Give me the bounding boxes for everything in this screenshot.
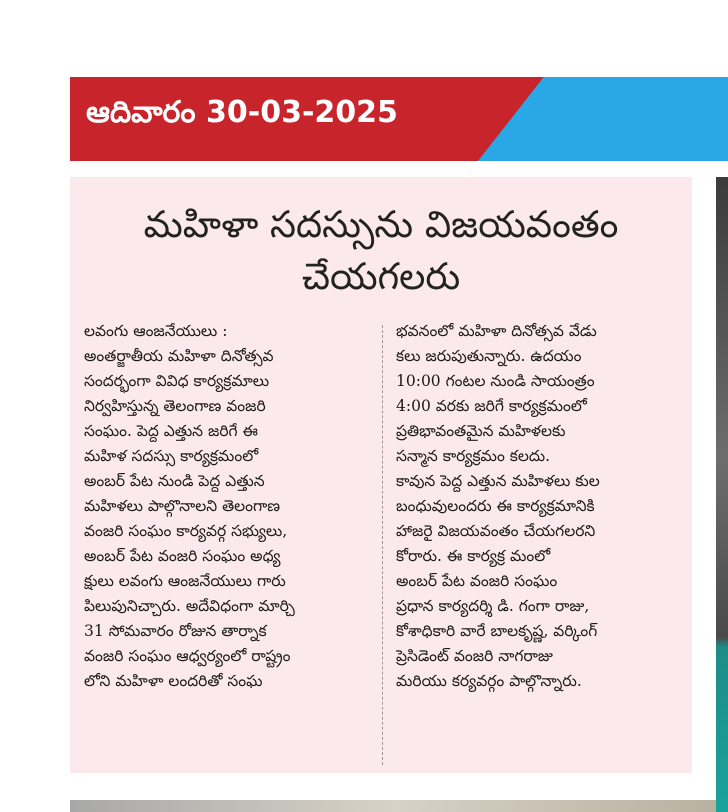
adjacent-article-edge: [70, 800, 716, 812]
article-column-right: భవనంలో మహిళా దినోత్సవ వేడు కలు జరుపుతున్నారు. ఉదయం 10:00 గంటల నుండి సాయంత్రం 4:00 వరకు జరిగే కార్యక్రమంలో ప్రతిభావంతమైన మహిళలకు సన్మాన కార్యక్రమం కలదు. కావున పెద్ద ఎత్తున మహిళలు కుల బంధువులందరు ఈ కార్యక్రమానికి హాజరై విజయవంతం చేయగలరని కోరారు. ఈ కార్యక్ర మంలో అంబర్ పేట వంజరి సంఘం ప్రధాన కార్యదర్శి డి. గంగా రాజు, కోశాధికారి వారే బాలకృష్ణ, వర్కింగ్ ప్రెసిడెంట్ వంజరి నాగరాజు మరియు కర్యవర్గం పాల్గొన్నారు.: [396, 322, 600, 690]
news-article: [70, 177, 692, 773]
date-banner: [70, 77, 728, 161]
publication-date: ఆదివారం 30-03-2025: [86, 95, 398, 130]
adjacent-photo-edge: [716, 177, 728, 812]
article-column-left: లవంగు ఆంజనేయులు : అంతర్జాతీయ మహిళా దినోత్సవ సందర్భంగా వివిధ కార్యక్రమాలు నిర్వహిస్తున్న తెలంగాణ వంజరి సంఘం. పెద్ద ఎత్తున జరిగే ఈ మహిళ సదస్సు కార్యక్రమంలో అంబర్ పేట నుండి పెద్ద ఎత్తున మహిళలు పాల్గొనాలని తెలంగాణ వంజరి సంఘం కార్యవర్గ సభ్యులు, అంబర్ పేట వంజరి సంఘం అధ్య క్షులు లవంగు ఆంజనేయులు గారు పిలుపునిచ్చారు. అదేవిధంగా మార్చి 31 సోమవారం రోజున తార్నాక వంజరి సంఘం ఆధ్వర్యంలో రాష్ట్రం లోని మహిళా లందరితో సంఘ: [84, 322, 295, 690]
article-headline: మహిళా సదస్సును విజయవంతం చేయగలరు: [143, 203, 619, 298]
column-divider: [382, 325, 383, 765]
